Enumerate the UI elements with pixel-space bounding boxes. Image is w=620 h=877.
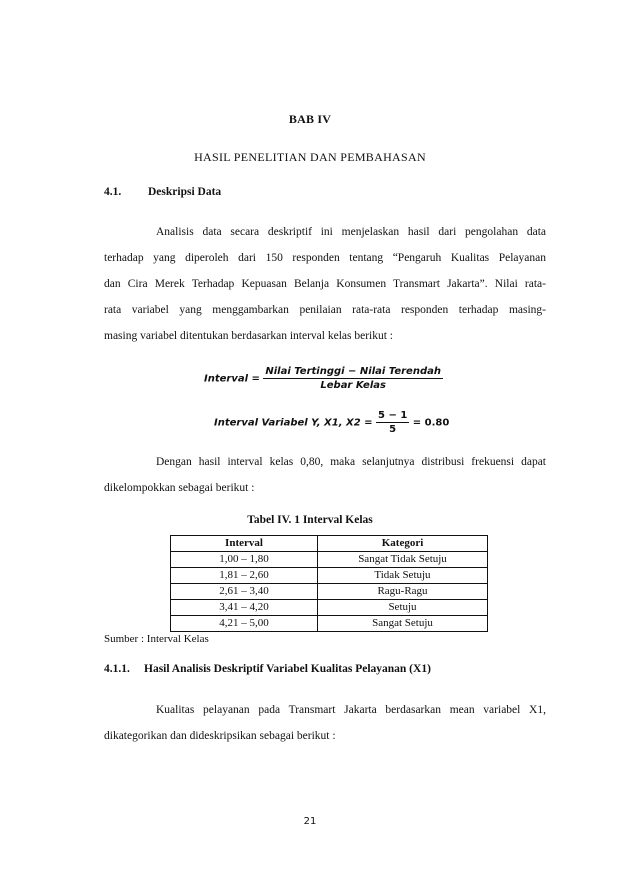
- table-cell-category: Sangat Setuju: [318, 616, 488, 632]
- formula-denominator: Lebar Kelas: [320, 380, 386, 391]
- table-cell-category: Setuju: [318, 600, 488, 616]
- formula-fraction: [376, 410, 409, 435]
- formula-lhs: Interval =: [204, 373, 260, 385]
- table-cell-interval: 2,61 – 3,40: [171, 584, 318, 600]
- paragraph-distribution: [104, 449, 546, 501]
- paragraph-line: dikelompokkan sebagai berikut :: [104, 482, 255, 494]
- table-header-interval: Interval: [171, 536, 318, 552]
- subsection-title: Hasil Analisis Deskriptif Variabel Kualitas Pelayanan (X1): [144, 663, 431, 675]
- paragraph-line: terhadap yang diperoleh dari 150 responden tentang “Pengaruh Kualitas Pelayanan: [104, 252, 546, 264]
- paragraph-line: masing variabel ditentukan berdasarkan interval kelas berikut :: [104, 330, 393, 342]
- paragraph-line: rata variabel yang menggambarkan penilaian rata-rata responden terhadap masing-: [104, 304, 546, 316]
- table-cell-category: Ragu-Ragu: [318, 584, 488, 600]
- paragraph-service-quality: [104, 697, 546, 749]
- table-cell-interval: 1,00 – 1,80: [171, 552, 318, 568]
- paragraph-line: Kualitas pelayanan pada Transmart Jakarta berdasarkan mean variabel X1,: [156, 704, 546, 716]
- formula-interval-variable: [214, 410, 449, 435]
- table-cell-interval: 1,81 – 2,60: [171, 568, 318, 584]
- section-number: 4.1.: [104, 186, 122, 198]
- page-number: 21: [303, 816, 317, 827]
- table-row: [171, 568, 488, 584]
- paragraph-line: dan Cira Merek Terhadap Kepuasan Belanja Konsumen Transmart Jakarta”. Nilai rata-: [104, 278, 546, 290]
- formula-denominator: 5: [389, 424, 397, 435]
- chapter-title: HASIL PENELITIAN DAN PEMBAHASAN: [194, 150, 426, 164]
- formula-numerator: Nilai Tertinggi − Nilai Terendah: [265, 366, 441, 377]
- subsection-heading: [104, 663, 431, 675]
- paragraph-line: Dengan hasil interval kelas 0,80, maka selanjutnya distribusi frekuensi dapat: [156, 456, 546, 468]
- interval-table: [170, 535, 488, 632]
- paragraph-line: dikategorikan dan dideskripsikan sebagai berikut :: [104, 730, 336, 742]
- subsection-number: 4.1.1.: [104, 663, 130, 675]
- table-cell-interval: 4,21 – 5,00: [171, 616, 318, 632]
- table-header-category: Kategori: [318, 536, 488, 552]
- table-cell-interval: 3,41 – 4,20: [171, 600, 318, 616]
- table-row: [171, 616, 488, 632]
- table-row: [171, 600, 488, 616]
- table-header-row: [171, 536, 488, 552]
- paragraph-line: Analisis data secara deskriptif ini menjelaskan hasil dari pengolahan data: [156, 226, 546, 238]
- section-heading: [104, 186, 221, 198]
- table-cell-category: Tidak Setuju: [318, 568, 488, 584]
- chapter-number: BAB IV: [288, 112, 332, 126]
- formula-numerator: 5 − 1: [378, 410, 408, 421]
- paragraph-intro: [104, 219, 546, 349]
- table-caption: Tabel IV. 1 Interval Kelas: [247, 514, 373, 526]
- table-source: Sumber : Interval Kelas: [104, 633, 209, 645]
- table-row: [171, 584, 488, 600]
- table-row: [171, 552, 488, 568]
- table-cell-category: Sangat Tidak Setuju: [318, 552, 488, 568]
- formula-result: = 0.80: [412, 417, 450, 429]
- formula-lhs: Interval Variabel Y, X1, X2 =: [214, 417, 373, 429]
- section-title: Deskripsi Data: [148, 186, 222, 198]
- formula-interval: [204, 366, 443, 391]
- formula-fraction: [263, 366, 443, 391]
